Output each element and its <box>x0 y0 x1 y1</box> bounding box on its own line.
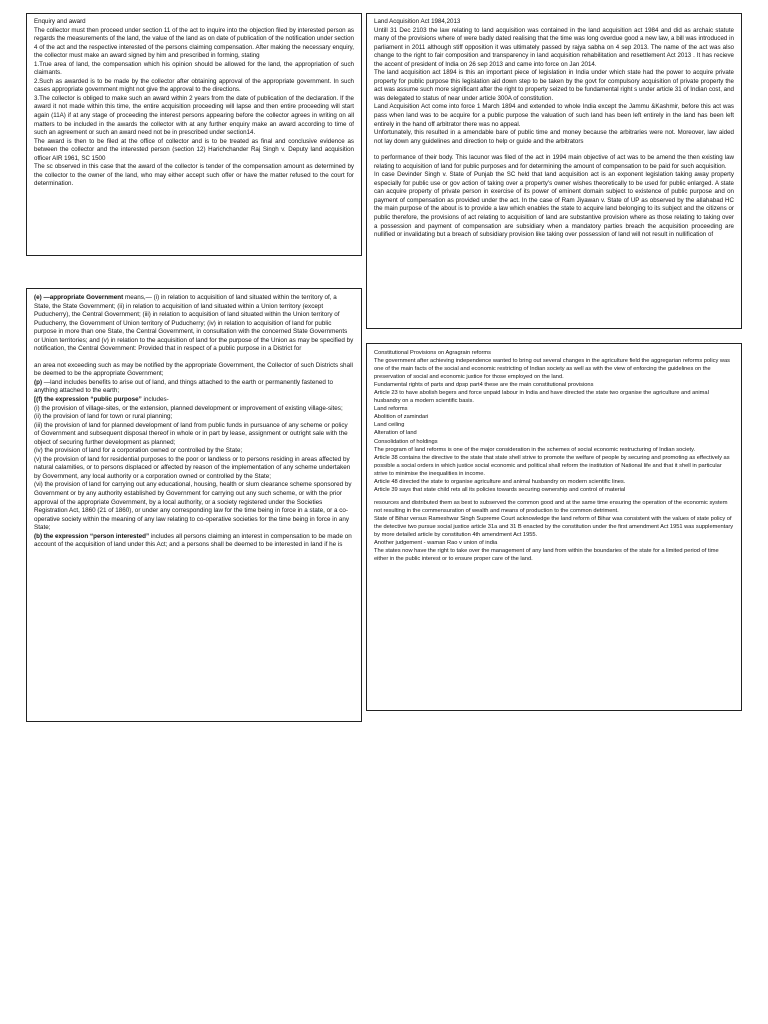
definitions-panel <box>26 288 362 722</box>
definition-appropriate-government <box>34 294 354 354</box>
paragraph: State of Bihar versus Rameshwar Singh Supreme Court acknowledge the land reform of Bihar was consistent with the values of state policy of the detective two pursue social justice article 31a and 31 B enacted by the constitution under the first amendment Act 1951 was supplementary by more detailed article by constitution 4th amendment Act 1955. <box>374 515 734 539</box>
list-item: (iv) the provision of land for a corporation owned or controlled by the State; <box>34 447 243 455</box>
definition-text: includes all persons claiming an interest in compensation to be made on account of the acquisition of land under this Act; and a persons shall be deemed to be interested in land if he is <box>34 532 352 549</box>
paragraph: The sc observed in this case that the award of the collector is tender of the compensation amount as determined by the collector to the owner of the land, who may either accept such offer or have the matter refused to the court for determination. <box>34 163 354 188</box>
paragraph: to performance of their body. This lacunor was filed of the act in 1994 main objective of act was to be amend the then existing law relating to acquisition of land for public purposes and for determining the amount of compensation to be paid for such acquisition. <box>374 154 734 170</box>
paragraph: 2.Such as awarded is to be made by the collector after obtaining approval of the appropriate government. In such cases appropriate government might not give the approval to the directions. <box>34 77 354 94</box>
paragraph: The collector must then proceed under section 11 of the act to inquire into the objection filed by interested person as regards the measurements of the land, the value of the land as on date of publication of the notification under section 4 of the act and the respective interested of the persons claiming compensation. After making the necessary enquiry, the collector must make an award signed by him and prescribed in forming, stating <box>34 26 354 60</box>
paragraph: The government after achieving independence wanted to bring out several changes in the agriculture field the aggregarian reforms policy was one of the main facts of the social and economic restricting of Indian society as well as with the view of enforcing the guidelines on the preservation of social and economic justice for those employed on the land. <box>374 358 730 381</box>
definition-label: (e) —appropriate Government <box>34 294 124 301</box>
enquiry-award-panel <box>26 13 362 256</box>
definition-label: (p) <box>34 378 43 386</box>
panel-heading: Land Acquisition Act 1984,2013 <box>374 18 461 25</box>
list-item: Alteration of land <box>374 430 417 437</box>
paragraph: Article 23 to have abolish begers and force unpaid labour in India and have directed the state two organise the agriculture and animal husbandry on a modern scientific basis. <box>374 390 709 405</box>
list-item: Land reforms <box>374 406 408 413</box>
list-item: (ii) the provision of land for town or rural planning; <box>34 413 173 421</box>
list-item: (i) the provision of village-sites, or the extension, planned development or improvement of existing village-sites; <box>34 404 343 412</box>
paragraph: Untill 31 Dec 2103 the law relating to land acquisition was contained in the land acquisition act 1984 and did as archaic statute many of the provisions where of were badly dated realising that the time was long overdue good a new law, a bill was introduced in parliament in 2011 although stiff opposition it was ultimately passed by rajya sabha on 4 sep 2013. The name of the act was also change to the right to fair composition and transparency in land acquisition rehabilitation and resettlement Act 2013 . It has recieve the accent of president of India on 26 sep 2013 and came into force on Jan 2014. <box>374 26 734 68</box>
paragraph: Fundamental rights of parts and dpsp part4 these are the main constitutional provisions <box>374 382 594 389</box>
paragraph: The award is then to be filed at the office of collector and is to be treated as final and conclusive evidence as between the collector and the interested person (section 12) Harichchander Raj Singh v. Deputy land acquisition officer AIR 1961, SC 1500 <box>34 137 354 162</box>
definition-text: includes- <box>141 396 169 404</box>
constitutional-provisions-panel <box>366 343 742 711</box>
definition-text: means,— (i) in relation to acquisition of land situated within the territory of, a State, the State Government; (ii) in relation to acquisition of land situated within a Union territory (except Puducherry), the Central Government; (iii) in relation to acquisition of land situated within the Union territory of Puducherry, the Government of Union territory of Puducherry; (iv) in relation to acquisition of land for public purpose in more than one State, the Central Government, in consultation with the concerned State Governments or Union territories; and (v) in relation to the acquisition of land for the purpose of the Union as may be specified by notification, the Central Government: Provided that in respect of a public purpose in a District for <box>34 294 354 353</box>
definition-public-purpose <box>34 396 354 405</box>
definition-text: —land includes benefits to arise out of land, and things attached to the earth or permanently fastened to anything attached to the earth; <box>34 378 333 395</box>
panel-heading: Constitutional Provisions on Agragrain reforms <box>374 350 491 356</box>
list-item: (iii) the provision of land for planned development of land from public funds in pursuance of any scheme or policy <box>34 421 348 429</box>
paragraph: Unfortunately, this resulted in a amendable bare of public time and money because the arbitraries were not. Moreover, law aided not lay down any guidelines and direction to help or guide and the arbitrators <box>374 129 734 145</box>
paragraph: 3.The collector is obliged to make such an award within 2 years from the date of publication of the declaration. If the award it not made within this time, the entire acquisition proceeding will lapse and then entire proceeding will start again (11A) if at any stage of proceeding the interest persons appearing before the collector agrees in writing on all matters to be included in the awards the collector with at any further enquiry make an award according to time of such an agreement or such an award need not be in prescribed under section14. <box>34 94 354 137</box>
paragraph: In case Devinder Singh v. State of Punjab the SC held that land acquisition act is an exponent legislation taking away property especially for public use or gov action of taking over a property's owner wishes theoretically to be used for public enlarged. A state can acquire property of private person in exercise of its power of eminent domain subject to existence of public purpose and on payment of compensation as provided under the act. In the case of Ram Jiyawan v. State of UP as observed by the allahabad HC the main purpose of the about is to provide a law which enables the state to acquire land belonging to its subject and the citizens or public therefore, the provisions of act relating to acquisition of land are substantive provision where as those relating to taking over a possession and payment of compensation are subsidiary when a mandatory parties breach the acquisition proceeding are nullified or invalidating but a breach of subsidiary provision like taking over possession of land will not result in nullification of <box>374 171 734 239</box>
list-item: of Government and subsequent disposal thereof in whole or in part by lease, assignment or outright sale with the object of securing further development as planned; <box>34 430 348 446</box>
panel-heading: Enquiry and award <box>34 18 86 25</box>
paragraph: 1.True area of land, the compensation which his opinion should be allowed for the land, the appropriation of such claimants. <box>34 60 354 77</box>
paragraph: The land acquisition act 1894 is this an important piece of legislation in India under which state had the power to acquire private property for public purpose this legislation aid down step to be taken by the govt for compulsory acquisition of private property the act was assume such more significant after the right to property seized to be fundamental right s under article 31 of Indian cost, and was delegated to status of near under article 300A of constitution. <box>374 69 734 102</box>
paragraph: resources and distributed them as best to subserved the common good and at the same time ensuring the operation of the economic system not resulting in the commensuration of wealth and means of production to the common detriment. <box>374 499 728 514</box>
list-item: Consolidation of holdings <box>374 438 438 445</box>
paragraph: The program of land reforms is one of the major consideration in the schemes of social economic restructuring of Indian society. <box>374 446 696 453</box>
paragraph: Article 39 says that state child rets all its policies towards securing ownership and control of material <box>374 486 626 493</box>
list-item: (v) the provision of land for residential purposes to the poor or landless or to persons residing in areas affected by natural calamities, or to persons displaced or affected by reason of the implementation of any scheme undertaken by Government, any local authority or a corporation owned or controlled by the State; <box>34 455 351 480</box>
paragraph: The states now have the right to take over the management of any land from within the boundaries of the state for a limited period of time either in the public interest or to ensure proper care of the land. <box>374 548 719 563</box>
list-item: (vi) the provision of land for carrying out any educational, housing, health or slum clearance scheme sponsored by Government or by any authority established by Government for carrying out any such scheme, or with the prior approval of the appropriate Government, by a local authority, or a society registered under the Societies Registration Act, 1860 (21 of 1860), or under any corresponding law for the time being in force in a state, or a co-operative society within the meaning of any law relating to co-operative societies for the time being in force in any State; <box>34 481 352 532</box>
definition-person-interested <box>34 533 354 550</box>
definition-label: [(f) the expression “public purpose” <box>34 396 142 404</box>
paragraph: Article 48 directed the state to organise agriculture and animal husbandry on modern scientific lines. <box>374 478 626 485</box>
list-item: Land ceiling <box>374 422 405 429</box>
paragraph: Land Acquisition Act come into force 1 March 1894 and extended to whole India except the Jammu &Kashmir, before this act was pass when land was to be acquire for a public purpose the valuation of such land has been left entirely in the land has been left entirely in the hand off arbitrator there was no appeal. <box>374 103 734 128</box>
definition-label: (b) the expression “person interested” <box>34 532 150 540</box>
list-item: Abolition of zamindari <box>374 414 429 421</box>
paragraph: an area not exceeding such as may be notified by the appropriate Government, the Collector of such Districts shall be deemed to be the appropriate Government; <box>34 361 353 378</box>
paragraph: Article 38 contains the directive to the state that state shell strive to promote the welfare of people by securing and promoting as effectively as possible a social orders in which justice social economic and political shall reform the institution of National life and that it shell in particular strive to minimise the inequalities in income. <box>374 454 730 477</box>
land-acquisition-history-panel <box>366 13 742 329</box>
definition-land <box>34 379 354 396</box>
paragraph: Another judgement - waman Rao v union of india <box>374 540 498 547</box>
